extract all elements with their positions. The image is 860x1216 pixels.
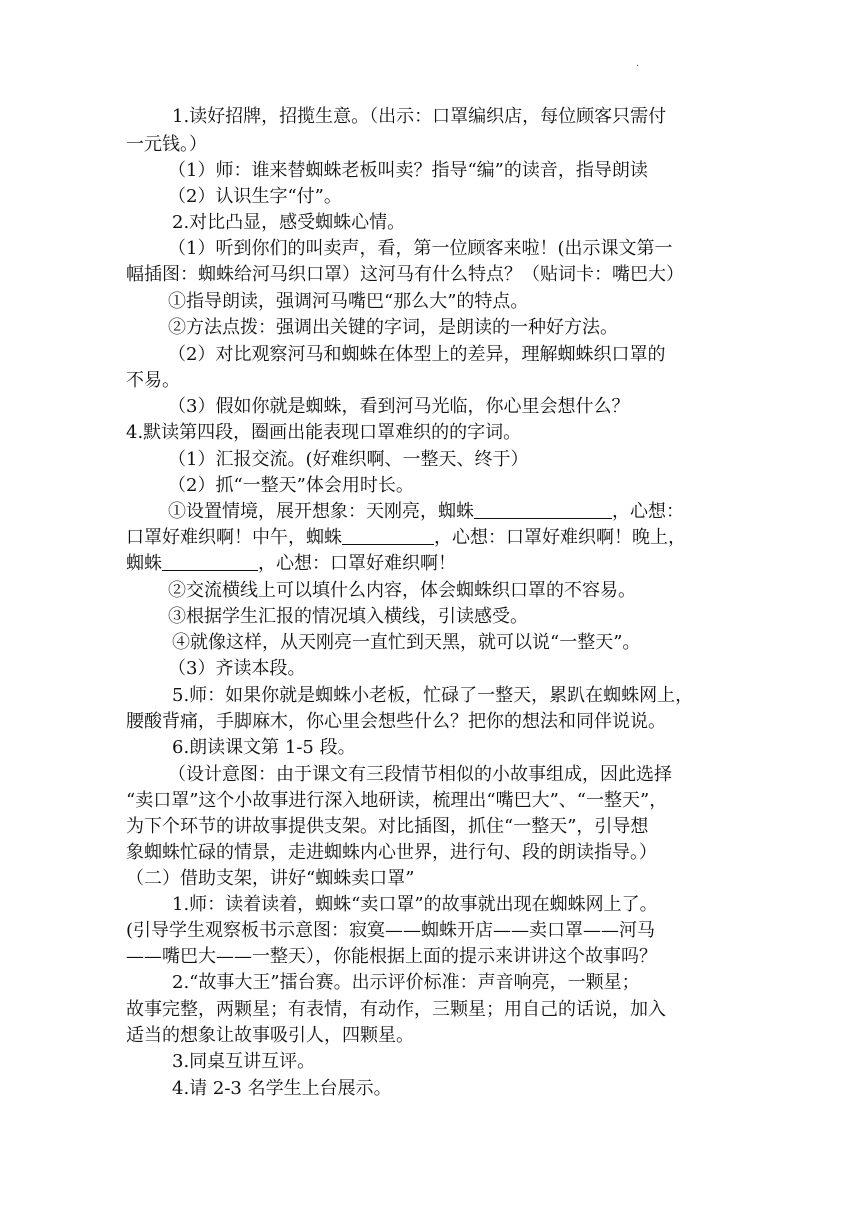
page-mark: . (636, 58, 640, 69)
text-line: ②方法点拨：强调出关键的字词，是朗读的一种好方法。 (168, 317, 618, 338)
text-line: （3）齐读本段。 (168, 658, 306, 679)
text-segment: 口罩好难织啊！中午，蜘蛛 (126, 527, 342, 548)
text-line: 6.朗读课文第 1-5 段。 (172, 737, 356, 758)
text-line: 适当的想象让故事吸引人，四颗星。 (126, 1025, 414, 1046)
text-line: ③根据学生汇报的情况填入横线，引读感受。 (168, 606, 528, 627)
fill-in-blank (342, 526, 434, 545)
text-line (126, 551, 456, 577)
text-segment: ①设置情境，展开想象：天刚亮，蜘蛛 (168, 501, 474, 522)
section-heading: （二）借助支架，讲好“蜘蛛卖口罩” (126, 868, 415, 889)
text-line: 象蜘蛛忙碌的情景，走进蜘蛛内心世界，进行句、段的朗读指导。） (126, 842, 657, 863)
text-line: （1）汇报交流。(好难织啊、一整天、终于） (168, 449, 529, 470)
text-line: （设计意图：由于课文有三段情节相似的小故事组成，因此选择 (168, 764, 672, 785)
text-line: 1.师：读着读着，蜘蛛“卖口罩”的故事就出现在蜘蛛网上了。 (172, 894, 658, 915)
text-line: 2.“故事大王”擂台赛。出示评价标准：声音响亮，一颗星； (172, 972, 640, 993)
text-line: 为下个环节的讲故事提供支架。对比插图，抓住“一整天”，引导想 (126, 816, 649, 837)
text-line: 4.请 2-3 名学生上台展示。 (172, 1078, 392, 1099)
text-line: “卖口罩”这个小故事进行深入地研读，梳理出“嘴巴大”、“一整天”， (126, 790, 668, 811)
text-line: （3）假如你就是蜘蛛，看到河马光临，你心里会想什么？ (168, 396, 630, 417)
text-line: 故事完整，两颗星；有表情，有动作，三颗星；用自己的话说，加入 (126, 999, 666, 1020)
text-line: 幅插图：蜘蛛给河马织口罩）这河马有什么特点？（贴词卡：嘴巴大） (126, 264, 684, 285)
text-segment: 蜘蛛 (126, 553, 162, 574)
text-line: 5.师：如果你就是蜘蛛小老板，忙碌了一整天，累趴在蜘蛛网上， (172, 685, 694, 706)
text-line: (引导学生观察板书示意图：寂寞——蜘蛛开店——卖口罩——河马 (126, 920, 656, 941)
text-line: 不易。 (126, 370, 180, 391)
text-line (168, 499, 684, 525)
text-line: 一元钱。） (126, 134, 207, 155)
text-line: （2）抓“一整天”体会用时长。 (168, 475, 414, 496)
text-line: （2）认识生字“付”。 (168, 186, 342, 207)
text-segment: ，心想：口罩好难织啊！晚上， (434, 527, 686, 548)
text-line: ——嘴巴大——一整天），你能根据上面的提示来讲讲这个故事吗？ (126, 946, 657, 967)
text-line: （1）师：谁来替蜘蛛老板叫卖？指导“编”的读音，指导朗读 (168, 160, 648, 181)
fill-in-blank (162, 552, 258, 571)
text-line: 4.默读第四段，圈画出能表现口罩难织的的字词。 (126, 422, 522, 443)
text-line: ④就像这样，从天刚亮一直忙到天黑，就可以说“一整天”。 (172, 632, 641, 653)
text-line: ①指导朗读，强调河马嘴巴“那么大”的特点。 (168, 291, 529, 312)
text-line: （2）对比观察河马和蜘蛛在体型上的差异，理解蜘蛛织口罩的 (168, 344, 666, 365)
text-line (126, 525, 686, 551)
text-segment: ，心想：口罩好难织啊！ (258, 553, 456, 574)
text-line: 腰酸背痛，手脚麻木，你心里会想些什么？把你的想法和同伴说说。 (126, 711, 666, 732)
text-line: ②交流横线上可以填什么内容，体会蜘蛛织口罩的不容易。 (168, 580, 636, 601)
text-line: 3.同桌互讲互评。 (172, 1051, 316, 1072)
text-line: 2.对比凸显，感受蜘蛛心情。 (172, 212, 406, 233)
text-line: （1）听到你们的叫卖声，看，第一位顾客来啦！(出示课文第一 (168, 238, 673, 259)
text-line: 1.读好招牌，招揽生意。（出示：口罩编织店，每位顾客只需付 (172, 106, 667, 127)
text-segment: ，心想： (612, 501, 684, 522)
fill-in-blank (474, 500, 612, 519)
